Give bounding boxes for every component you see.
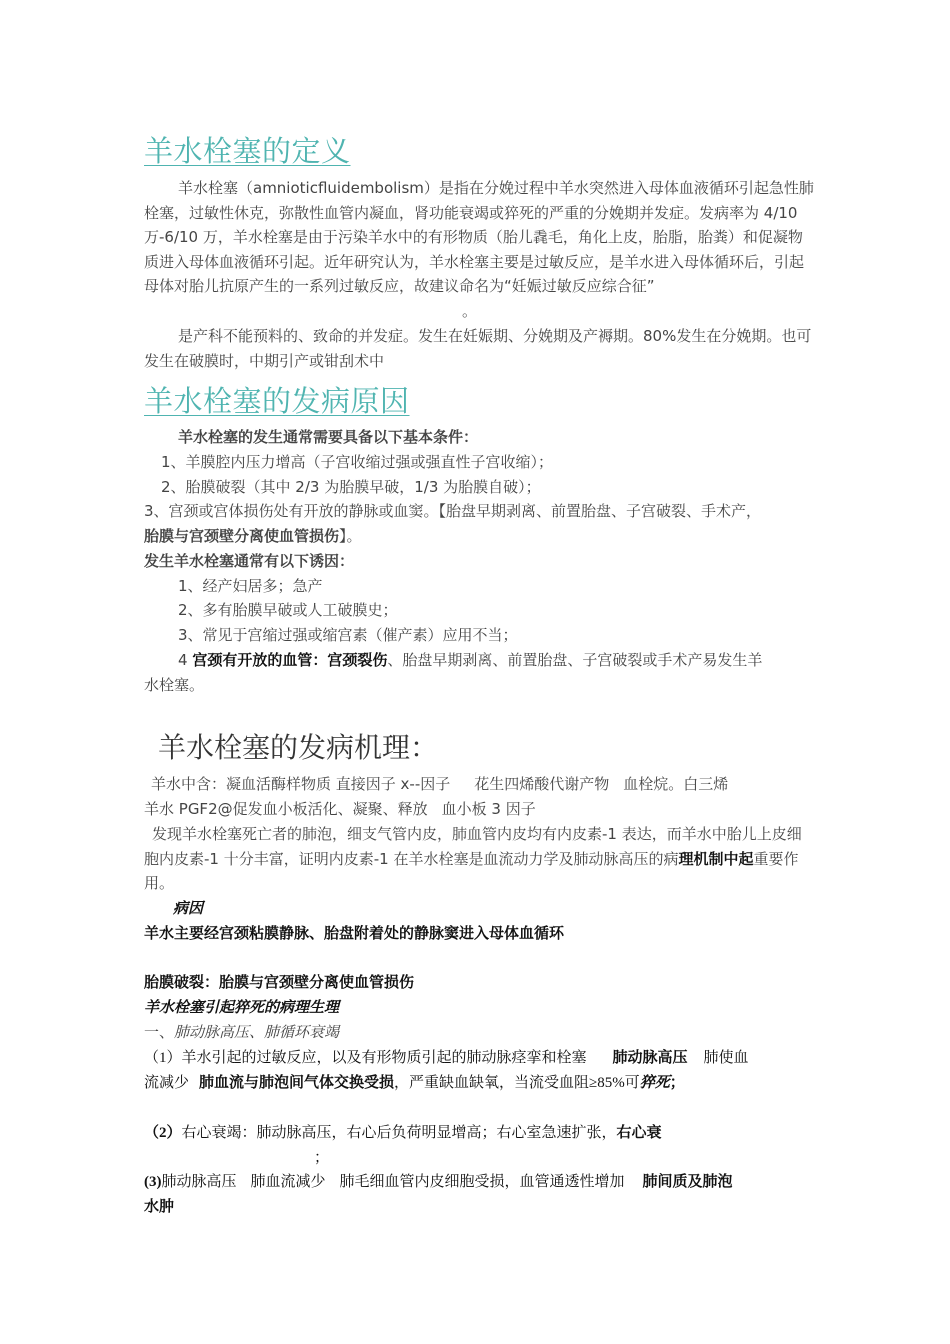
inducer-4 <box>178 648 762 672</box>
endothelin-bold: 理机制中起 <box>678 849 754 868</box>
item-1g: 猝死 <box>639 1075 670 1091</box>
section-title-definition: 羊水栓塞的定义 <box>144 134 351 168</box>
cause-label: 病因 <box>173 899 204 917</box>
item-1h: ； <box>669 1075 685 1091</box>
mechanism-line-2a: 羊水 PGF2@促发血小板活化、凝聚、释放 <box>144 800 428 818</box>
item-3d: 肺毛细血管内皮细胞受损，血管通透性增加 <box>339 1174 625 1190</box>
item-1c: 肺使血 <box>703 1050 749 1066</box>
mechanism-line-1c: 血栓烷。白三烯 <box>623 775 729 793</box>
section-title-causes: 羊水栓塞的发病原因 <box>144 384 410 418</box>
item-2-end: ； <box>314 1150 330 1166</box>
item-2 <box>144 1121 662 1145</box>
inducer-1: 1、经产妇居多；急产 <box>178 577 323 595</box>
endothelin-end: 重要作用。 <box>144 849 799 893</box>
definition-paragraph <box>144 176 816 324</box>
item-2a: （2） <box>144 1125 182 1141</box>
item-1-line-2 <box>144 1070 685 1095</box>
inducer-4-bold: 宫颈有开放的血管：宫颈裂伤 <box>192 651 388 669</box>
inducer-4-num: 4 <box>178 651 188 669</box>
item-1b: 肺动脉高压 <box>612 1048 688 1066</box>
condition-3-bold: 胎膜与宫颈壁分离使血管损伤 <box>144 527 340 545</box>
definition-end: 。 <box>462 301 478 320</box>
mechanism-line-2 <box>144 797 536 821</box>
item-3-line-2: 水肿 <box>144 1199 175 1215</box>
complication-paragraph: 是产科不能预料的、致命的并发症。发生在妊娠期、分娩期及产褥期。80%发生在分娩期。也可发生在破膜时，中期引产或钳刮术中 <box>144 327 812 370</box>
subsection-1-num: 一、 <box>144 1023 175 1041</box>
condition-2: 2、胎膜破裂（其中 2/3 为胎膜早破，1/3 为胎膜自破）； <box>161 478 541 496</box>
inducer-4-end: 水栓塞。 <box>144 676 205 694</box>
subsection-1-text: 肺动脉高压、肺循环衰竭 <box>174 1023 340 1041</box>
condition-3-end: 】。 <box>339 527 362 545</box>
membrane-rupture: 胎膜破裂：胎膜与宫颈壁分离使血管损伤 <box>144 973 415 991</box>
item-3e: 肺间质及肺泡 <box>642 1174 733 1190</box>
item-1f: ，严重缺血缺氧，当流受血阻≥85%可 <box>394 1075 640 1091</box>
subsection-1 <box>144 1020 339 1044</box>
mechanism-line-1 <box>151 772 728 796</box>
item-2c: 右心衰 <box>616 1125 662 1141</box>
inducer-3: 3、常见于宫缩过强或缩宫素（催产素）应用不当； <box>178 626 518 644</box>
item-1d: 流减少 <box>144 1075 190 1091</box>
cause-text: 羊水主要经宫颈粘膜静脉、胎盘附着处的静脉窦进入母体血循环 <box>144 924 565 942</box>
section-title-mechanism: 羊水栓塞的发病机理： <box>158 731 439 764</box>
item-1-line-1 <box>144 1045 749 1070</box>
inducer-2: 2、多有胎膜早破或人工破膜史； <box>178 601 398 619</box>
mechanism-line-1a: 羊水中含：凝血活酶样物质 直接因子 x--因子 <box>151 775 451 793</box>
condition-3: 3、宫颈或宫体损伤处有开放的静脉或血窦。【胎盘早期剥离、前置胎盘、子宫破裂、手术产， <box>144 502 762 520</box>
item-3b: 肺动脉高压 <box>161 1174 237 1190</box>
causes-intro: 羊水栓塞的发生通常需要具备以下基本条件： <box>178 428 479 446</box>
condition-3-cont <box>144 524 362 548</box>
inducer-4-rest: 、胎盘早期剥离、前置胎盘、子宫破裂或手术产易发生羊 <box>387 651 763 669</box>
condition-1: 1、羊膜腔内压力增高（子宫收缩过强或强直性子宫收缩）； <box>161 453 554 471</box>
definition-text: 羊水栓塞（amnioticfluidembolism）是指在分娩过程中羊水突然进入母体血液循环引起急性肺栓塞，过敏性休克，弥散性血管内凝血，肾功能衰竭或猝死的严重的分娩期并发症。发病率为 4/10 万-6/10 万，羊水栓塞是由于污染羊水中的有形物质（胎儿毳毛，角化上皮，胎脂，胎粪）和促凝物质进入母体血液循环引起。近年研究认为，羊水栓塞主要是过敏反应，是羊水进入母体循环后，引起母体对胎儿抗原产生的一系列过敏反应，故建议命名为“妊娠过敏反应综合征” <box>144 179 814 296</box>
item-3c: 肺血流减少 <box>250 1174 326 1190</box>
item-1a: （1）羊水引起的过敏反应，以及有形物质引起的肺动脉痉挛和栓塞 <box>144 1050 587 1066</box>
item-3-line-1 <box>144 1170 733 1194</box>
endothelin-text: 发现羊水栓塞死亡者的肺泡，细支气管内皮，肺血管内皮均有内皮素-1 表达，而羊水中胎儿上皮细胞内皮素-1 十分丰富，证明内皮素-1 在羊水栓塞是血流动力学及肺动脉高压的病 <box>144 825 802 868</box>
mechanism-line-1b: 花生四烯酸代谢产物 <box>474 775 610 793</box>
item-3a: (3) <box>144 1174 162 1190</box>
pathophysiology-title: 羊水栓塞引起猝死的病理生理 <box>144 998 340 1016</box>
endothelin-paragraph <box>144 822 816 896</box>
inducers-title: 发生羊水栓塞通常有以下诱因： <box>144 552 355 570</box>
item-1e: 肺血流与肺泡间气体交换受损 <box>199 1073 395 1091</box>
mechanism-line-2b: 血小板 3 因子 <box>441 800 536 818</box>
item-2b: 右心衰竭：肺动脉高压，右心后负荷明显增高；右心室急速扩张， <box>181 1125 617 1141</box>
